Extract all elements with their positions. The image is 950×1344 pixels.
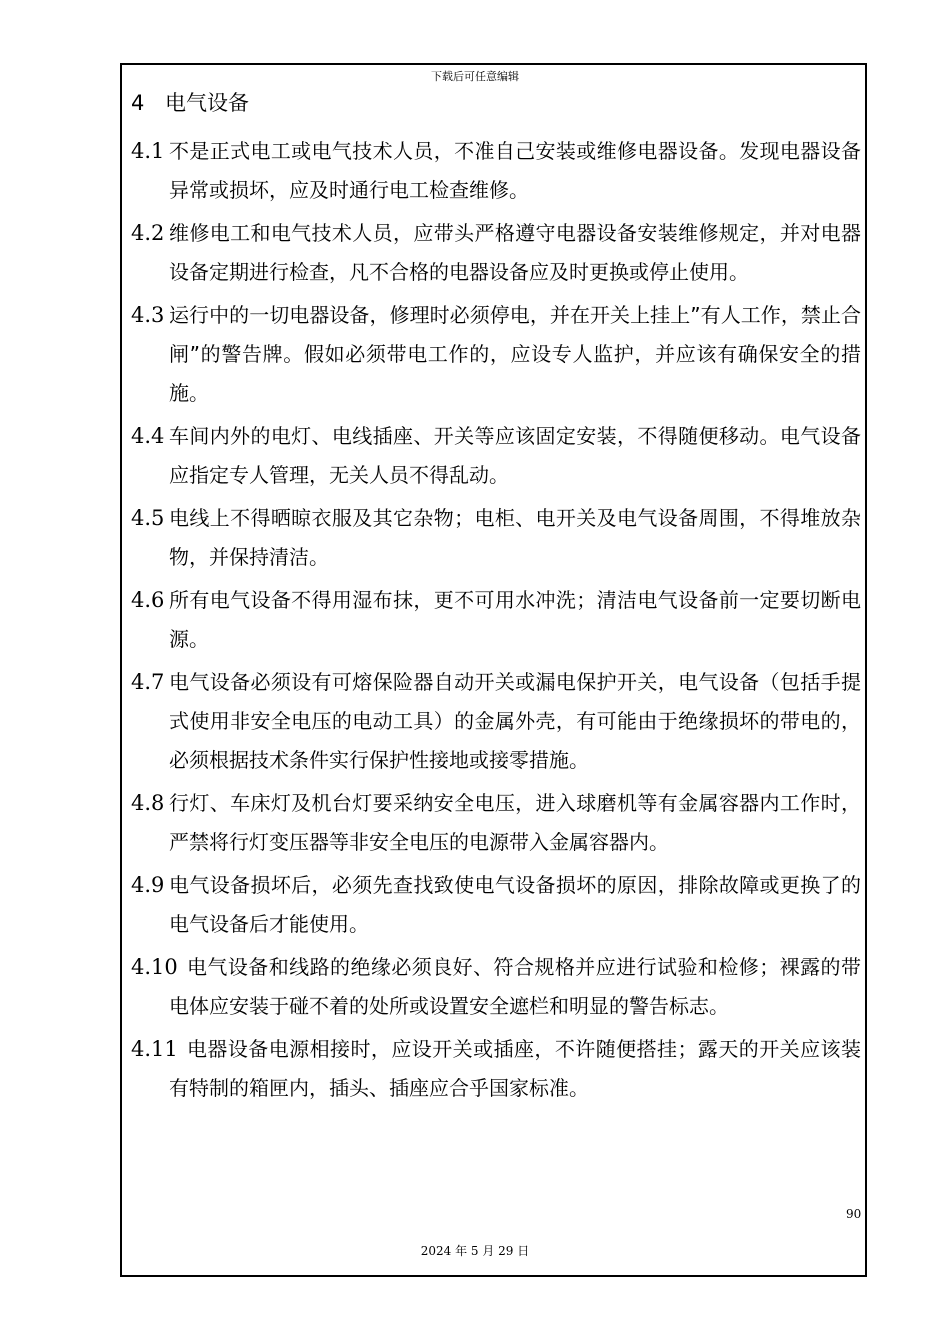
clause-number: 4.2 (131, 221, 165, 245)
clause-text: 车间内外的电灯、电线插座、开关等应该固定安装，不得随便移动。电气设备应指定专人管理，无关人员不得乱动。 (169, 424, 861, 487)
clause-number: 4.6 (131, 588, 165, 612)
section-heading (131, 87, 249, 117)
clause-item (131, 581, 861, 659)
clause-number: 4.1 (131, 139, 165, 163)
clause-text: 行灯、车床灯及机台灯要采纳安全电压，进入球磨机等有金属容器内工作时，严禁将行灯变压器等非安全电压的电源带入金属容器内。 (169, 791, 861, 854)
clause-item (131, 417, 861, 495)
clause-number: 4.10 (131, 955, 178, 979)
clause-text: 电气设备必须设有可熔保险器自动开关或漏电保护开关，电气设备（包括手提式使用非安全电压的电动工具）的金属外壳，有可能由于绝缘损坏的带电的，必须根据技术条件实行保护性接地或接零措施。 (169, 670, 861, 772)
clause-number: 4.3 (131, 303, 165, 327)
clause-text: 不是正式电工或电气技术人员，不准自己安装或维修电器设备。发现电器设备异常或损坏，应及时通行电工检查维修。 (169, 139, 861, 202)
footer-date: 2024 年 5 月 29 日 (420, 1244, 530, 1258)
clause-text: 电器设备电源相接时，应设开关或插座，不许随便搭挂；露天的开关应该装有特制的箱匣内，插头、插座应合乎国家标准。 (169, 1037, 861, 1100)
page-number: 90 (846, 1207, 862, 1221)
clause-list (131, 132, 861, 1112)
header-note: 下载后可任意编辑 (431, 70, 519, 83)
clause-text: 维修电工和电气技术人员，应带头严格遵守电器设备安装维修规定，并对电器设备定期进行检查，凡不合格的电器设备应及时更换或停止使用。 (169, 221, 861, 284)
section-number: 4 (131, 91, 145, 115)
clause-number: 4.11 (131, 1037, 178, 1061)
clause-text: 运行中的一切电器设备，修理时必须停电，并在开关上挂上”有人工作，禁止合闸”的警告牌。假如必须带电工作的，应设专人监护，并应该有确保安全的措施。 (169, 303, 861, 405)
clause-number: 4.4 (131, 424, 165, 448)
clause-item (131, 499, 861, 577)
clause-item (131, 866, 861, 944)
clause-text: 所有电气设备不得用湿布抹，更不可用水冲洗；清洁电气设备前一定要切断电源。 (169, 588, 861, 651)
clause-number: 4.7 (131, 670, 165, 694)
clause-number: 4.8 (131, 791, 165, 815)
clause-number: 4.9 (131, 873, 165, 897)
clause-item (131, 948, 861, 1026)
clause-item (131, 296, 861, 413)
clause-item (131, 784, 861, 862)
clause-item (131, 132, 861, 210)
clause-item (131, 1030, 861, 1108)
clause-text: 电气设备和线路的绝缘必须良好、符合规格并应进行试验和检修；裸露的带电体应安装于碰不着的处所或设置安全遮栏和明显的警告标志。 (169, 955, 861, 1018)
clause-number: 4.5 (131, 506, 165, 530)
clause-item (131, 214, 861, 292)
clause-text: 电线上不得晒晾衣服及其它杂物；电柜、电开关及电气设备周围，不得堆放杂物，并保持清洁。 (169, 506, 861, 569)
clause-text: 电气设备损坏后，必须先查找致使电气设备损坏的原因，排除故障或更换了的电气设备后才能使用。 (169, 873, 861, 936)
clause-item (131, 663, 861, 780)
section-title: 电气设备 (165, 91, 249, 115)
